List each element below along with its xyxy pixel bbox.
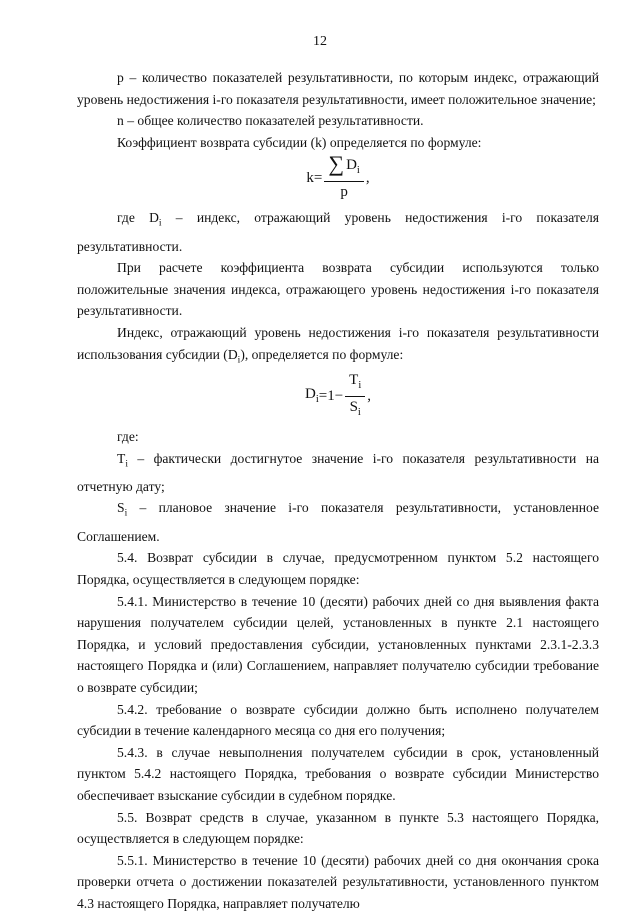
formula-di-fraction bbox=[345, 371, 365, 422]
paragraph-si-definition: $S_i$ – плановое значение i-го показателя результативности, установленное Соглашением. bbox=[77, 500, 599, 544]
paragraph-n-definition: n – общее количество показателей результативности. bbox=[117, 113, 424, 129]
formula-di-eq: =1− bbox=[318, 388, 344, 405]
paragraph-5-5: 5.5. Возврат средств в случае, указанном в пункте 5.3 настоящего Порядка, осуществляется в следующем порядке: bbox=[77, 809, 599, 847]
formula-di-numerator: $T_i$ bbox=[345, 371, 365, 397]
paragraph-5-5-1: 5.5.1. Министерство в течение 10 (десяти) рабочих дней со дня окончания срока проверки отчета о достижении показателей результативности, установленного пунктом 4.3 настоящего Порядка, направляет получателю bbox=[77, 852, 599, 911]
paragraph-where: где: bbox=[117, 428, 139, 444]
paragraph-di-formula-intro: Индекс, отражающий уровень недостижения i-го показателя результативности использования субсидии $(D_i)$, определяется по формуле: bbox=[77, 325, 599, 366]
paragraph-k-formula-intro: Коэффициент возврата субсидии (k) определяется по формуле: bbox=[117, 134, 482, 150]
paragraph-5-4-1: 5.4.1. Министерство в течение 10 (десяти) рабочих дней со дня выявления факта нарушения получателем субсидии целей, установленных в пункте 2.1 настоящего Порядка, и условий предоставления субсидии, установленных пунктами 2.3.1-2.3.3 настоящего Порядка и (или) Соглашением, направляет получателю субсидии требование о возврате субсидии; bbox=[77, 593, 599, 695]
paragraph-5-4: 5.4. Возврат субсидии в случае, предусмотренном пунктом 5.2 настоящего Порядка, осуществляется в следующем порядке: bbox=[77, 550, 599, 587]
document-body bbox=[77, 67, 599, 914]
formula-k-denominator: p bbox=[340, 184, 348, 201]
formula-k-num-var: D bbox=[346, 157, 357, 174]
formula-k-tail: , bbox=[365, 169, 370, 186]
formula-di bbox=[77, 374, 599, 420]
paragraph-5-4-2: 5.4.2. требование о возврате субсидии должно быть исполнено получателем субсидии в течение календарного месяца со дня его получения; bbox=[77, 701, 599, 739]
paragraph-5-4-3: 5.4.3. в случае невыполнения получателем субсидии в срок, установленный пунктом 5.4.2 настоящего Порядка, требования о возврате субсидии Министерство обеспечивает взыскание субсидии в судебном порядке. bbox=[77, 744, 599, 803]
formula-k-eq: = bbox=[313, 169, 323, 186]
sum-symbol: ∑ bbox=[328, 151, 345, 177]
formula-k-numerator bbox=[324, 151, 363, 182]
paragraph-p-definition: p – количество показателей результативности, по которым индекс, отражающий уровень недостижения i-го показателя результативности, имеет положительное значение; bbox=[77, 70, 599, 107]
paragraph-positive-values: При расчете коэффициента возврата субсидии используются только положительные значения индекса, отражающего уровень недостижения i-го показателя результативности. bbox=[77, 260, 599, 319]
page-number: 12 bbox=[313, 34, 327, 49]
formula-di-lhs: $D_i$ bbox=[304, 385, 319, 405]
formula-di-denominator: $S_i$ bbox=[349, 399, 361, 419]
paragraph-di-definition: где $D_i$ – индекс, отражающий уровень недостижения i-го показателя результативности. bbox=[77, 210, 599, 254]
formula-k-num-sub: i bbox=[356, 165, 360, 177]
formula-di-tail: , bbox=[367, 388, 372, 405]
formula-k-lhs: k bbox=[306, 169, 314, 186]
formula-k-fraction bbox=[324, 151, 363, 201]
formula-k bbox=[77, 151, 599, 201]
paragraph-ti-definition: $T_i$ – фактически достигнутое значение i-го показателя результативности на отчетную дату; bbox=[77, 450, 599, 494]
